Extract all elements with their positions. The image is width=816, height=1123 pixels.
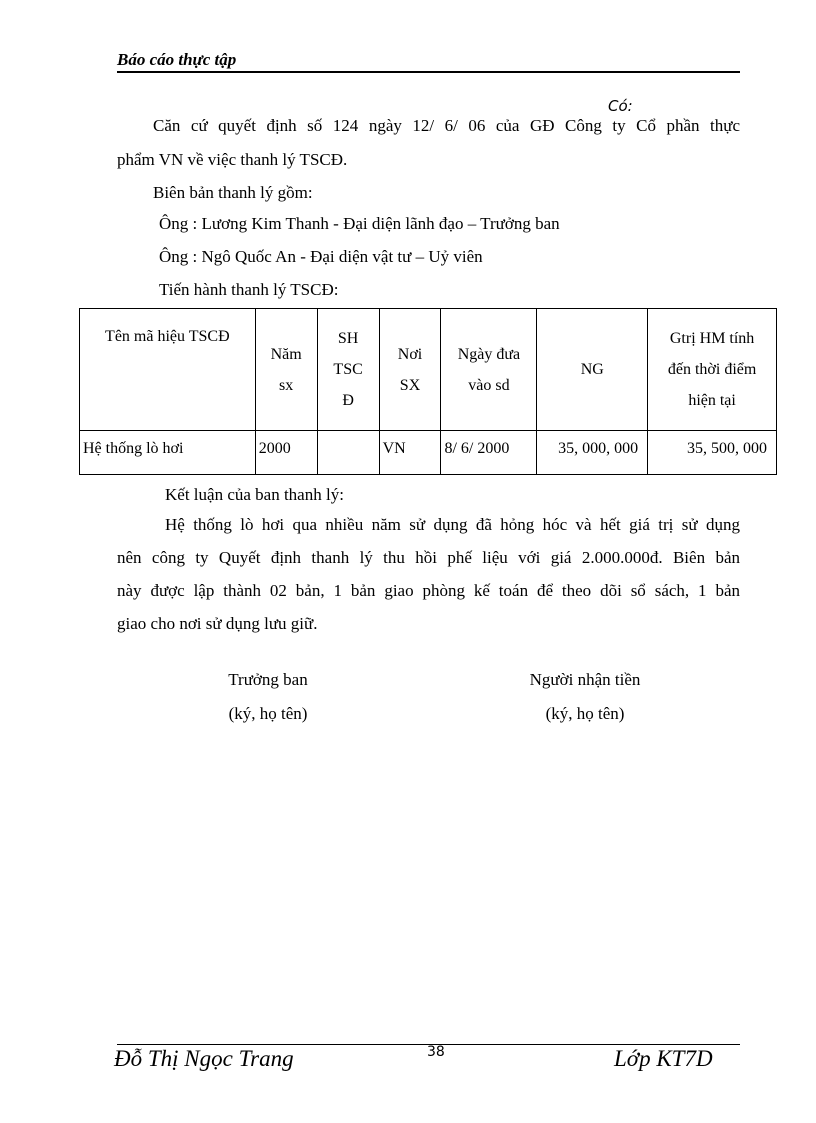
report-header-title: Báo cáo thực tập xyxy=(117,50,237,69)
header-text: Ngày đưa xyxy=(457,345,521,363)
committee-member-1: Ông : Lương Kim Thanh - Đại diện lãnh đạo – Trưởng ban xyxy=(159,214,560,233)
table-row xyxy=(80,431,777,475)
header-text: Đ xyxy=(342,392,354,409)
cell-origin: VN xyxy=(379,431,441,475)
conclusion-line-2: nên công ty Quyết định thanh lý thu hồi phế liệu với giá 2.000.000đ. Biên bản xyxy=(117,548,740,567)
page-number: 38 xyxy=(427,1044,445,1060)
header-asset-name xyxy=(80,309,256,431)
intro-line-2: phẩm VN về việc thanh lý TSCĐ. xyxy=(117,150,348,169)
conclusion-heading: Kết luận của ban thanh lý: xyxy=(165,485,344,504)
header-divider xyxy=(117,71,740,73)
conclusion-line-1: Hệ thống lò hơi qua nhiều năm sử dụng đã hỏng hóc và hết giá trị sử dụng xyxy=(165,515,740,534)
committee-heading: Biên bản thanh lý gồm: xyxy=(153,183,313,202)
header-text: đến thời điểm xyxy=(667,361,757,378)
signature-right-title: Người nhận tiền xyxy=(529,670,641,689)
cell-sh-tscd xyxy=(317,431,379,475)
signature-left-title: Trưởng ban xyxy=(228,670,308,689)
header-origin xyxy=(379,309,441,431)
cell-start-date: 8/ 6/ 2000 xyxy=(441,431,537,475)
footer-author: Đỗ Thị Ngọc Trang xyxy=(114,1046,294,1071)
cell-asset-name: Hệ thống lò hơi xyxy=(80,431,256,475)
header-text: SX xyxy=(399,376,421,394)
co-label: Có: xyxy=(608,97,633,115)
footer-class: Lớp KT7D xyxy=(614,1046,713,1071)
committee-member-2: Ông : Ngô Quốc An - Đại diện vật tư – Uỷ viên xyxy=(159,247,483,266)
header-text: TSC xyxy=(333,361,363,378)
conclusion-line-4: giao cho nơi sử dụng lưu giữ. xyxy=(117,614,318,633)
header-text: NG xyxy=(580,361,604,378)
header-depreciation xyxy=(648,309,777,431)
header-text: SH xyxy=(337,330,359,347)
header-text: Nơi xyxy=(397,345,423,363)
signature-left-note: (ký, họ tên) xyxy=(228,704,308,723)
header-asset-name-text: Tên mã hiệu TSCĐ xyxy=(105,328,230,345)
intro-line-1: Căn cứ quyết định số 124 ngày 12/ 6/ 06 của GĐ Công ty Cổ phần thực xyxy=(153,116,740,135)
header-text: Gtrị HM tính xyxy=(669,330,755,347)
cell-original-cost: 35, 000, 000 xyxy=(537,431,648,475)
header-original-cost xyxy=(537,309,648,431)
header-year xyxy=(255,309,317,431)
signature-right-note: (ký, họ tên) xyxy=(545,704,625,723)
cell-year: 2000 xyxy=(255,431,317,475)
header-text: sx xyxy=(279,376,294,394)
table-header-row xyxy=(80,309,777,431)
header-text: vào sd xyxy=(468,376,510,394)
header-sh-tscd xyxy=(317,309,379,431)
header-text: Năm xyxy=(270,345,302,363)
conclusion-line-3: này được lập thành 02 bản, 1 bản giao phòng kế toán để theo dõi sổ sách, 1 bản xyxy=(117,581,740,600)
asset-liquidation-table xyxy=(79,308,777,475)
cell-depreciation: 35, 500, 000 xyxy=(648,431,777,475)
header-text: hiện tại xyxy=(688,392,736,409)
header-start-date xyxy=(441,309,537,431)
liquidation-heading: Tiến hành thanh lý TSCĐ: xyxy=(159,280,339,299)
